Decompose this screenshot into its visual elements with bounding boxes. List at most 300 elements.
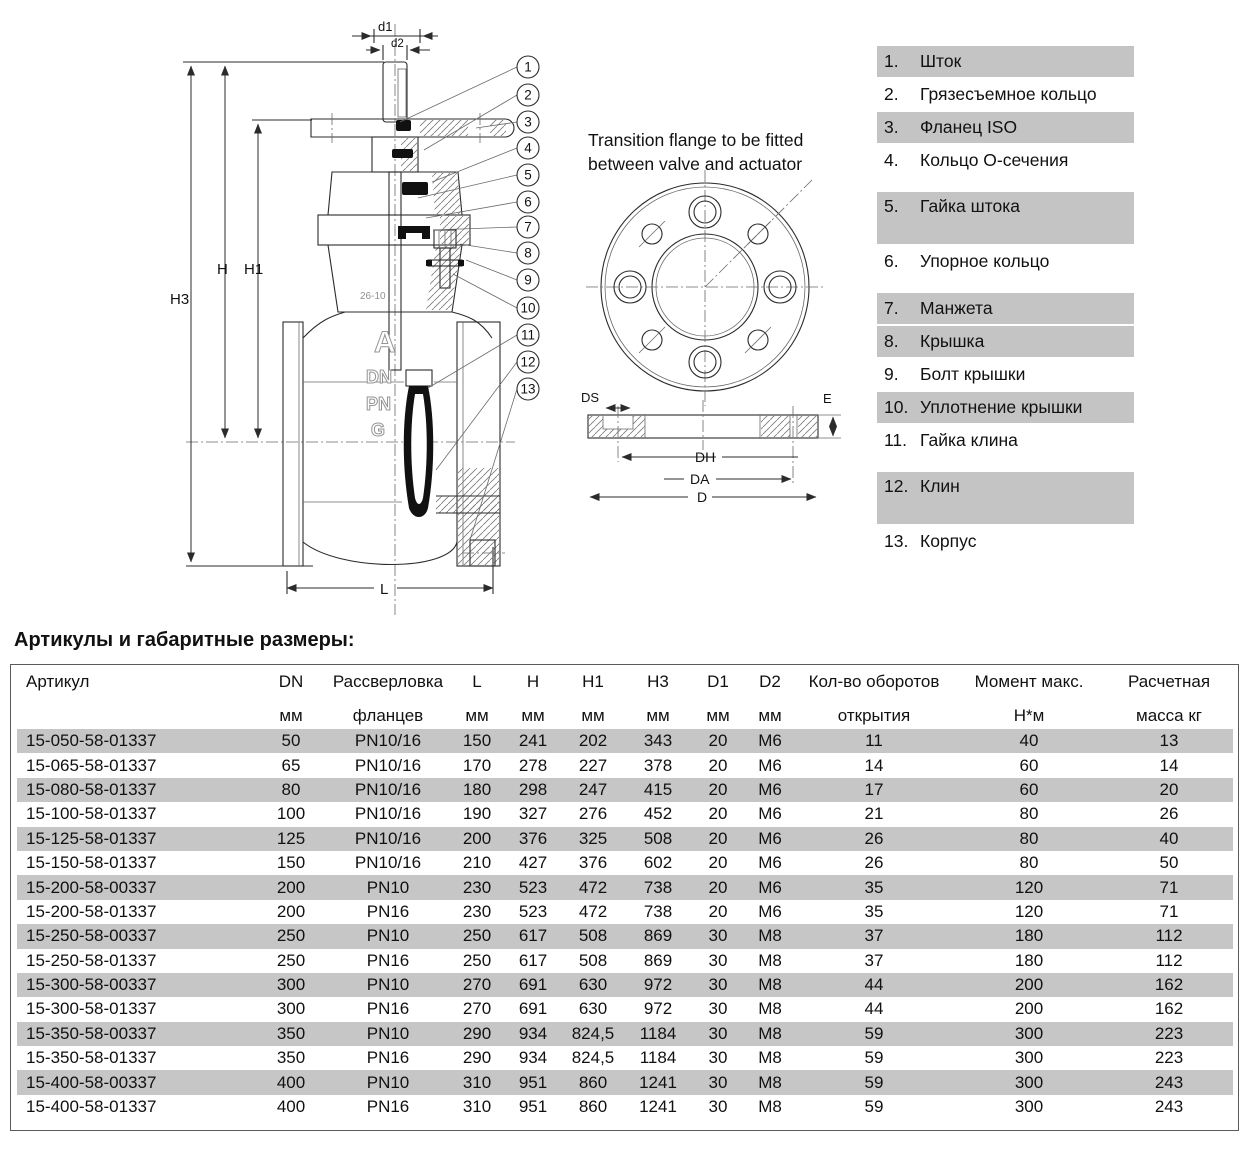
table-cell: 80 <box>281 779 301 799</box>
table-cell: 35 <box>864 901 884 921</box>
table-header-cell: Артикул <box>26 672 90 691</box>
table-cell: 972 <box>643 999 673 1019</box>
table-cell: 243 <box>1154 1072 1184 1092</box>
callout-leader-line <box>432 148 517 182</box>
table-cell: 30 <box>708 1023 728 1043</box>
parts-list-item <box>877 472 1134 524</box>
table-cell: 202 <box>578 731 608 751</box>
table-cell: 120 <box>1014 877 1044 897</box>
table-cell: 241 <box>518 731 548 751</box>
table-cell: 59 <box>864 1023 884 1043</box>
part-label: Клин <box>920 476 960 496</box>
parts-list-item <box>877 246 1134 277</box>
table-cell: 427 <box>518 853 548 873</box>
table-cell: PN10 <box>366 1072 410 1092</box>
table-cell: 630 <box>578 975 608 995</box>
table-cell: 180 <box>1014 950 1044 970</box>
table-cell: 227 <box>578 755 608 775</box>
cast-mark-pn: PN <box>366 394 392 414</box>
table-cell: 350 <box>276 1023 306 1043</box>
dim-label-d: D <box>697 489 708 505</box>
part-label: Болт крышки <box>920 364 1026 384</box>
table-cell: M6 <box>758 779 782 799</box>
table-row <box>17 778 1233 802</box>
table-cell: 20 <box>708 731 728 751</box>
part-label: Корпус <box>920 531 977 551</box>
table-cell: 310 <box>462 1072 492 1092</box>
table-cell: 71 <box>1159 877 1179 897</box>
table-cell: M8 <box>758 1072 782 1092</box>
callout-number: 6 <box>524 194 532 210</box>
table-cell: 50 <box>1159 853 1179 873</box>
table-cell: 276 <box>578 804 608 824</box>
part-number: 13 . <box>877 531 920 552</box>
table-cell: 223 <box>1154 1048 1184 1068</box>
table-cell: 71 <box>1159 901 1179 921</box>
table-cell: 1241 <box>639 1097 677 1117</box>
table-cell: 162 <box>1154 999 1184 1019</box>
table-cell: 15-400-58-00337 <box>26 1072 157 1092</box>
table-cell: 15-065-58-01337 <box>26 755 157 775</box>
table-cell: 200 <box>1014 999 1044 1019</box>
parts-list-item <box>877 79 1134 110</box>
table-cell: 243 <box>1154 1097 1184 1117</box>
part-label: Кольцо О-сечения <box>920 150 1069 170</box>
table-cell: 80 <box>1019 828 1039 848</box>
table-cell: 14 <box>864 755 884 775</box>
table-cell: 125 <box>276 828 306 848</box>
table-cell: 270 <box>462 975 492 995</box>
table-cell: 15-125-58-01337 <box>26 828 157 848</box>
table-cell: 860 <box>578 1072 608 1092</box>
table-cell: 60 <box>1019 755 1039 775</box>
table-cell: M6 <box>758 804 782 824</box>
part-number: 11 . <box>877 430 920 451</box>
flange-face-view <box>586 170 824 406</box>
dim-label-ds: DS <box>581 390 600 405</box>
part-number: 8 . <box>877 331 920 352</box>
table-cell: 20 <box>708 901 728 921</box>
table-cell: 15-250-58-00337 <box>26 926 157 946</box>
table-cell: 300 <box>276 999 306 1019</box>
table-cell: 325 <box>578 828 608 848</box>
table-row <box>17 802 1233 826</box>
table-cell: M6 <box>758 853 782 873</box>
table-cell: 59 <box>864 1097 884 1117</box>
table-cell: 300 <box>1014 1097 1044 1117</box>
table-row <box>17 729 1233 753</box>
dim-label-dh: DH <box>695 449 716 465</box>
table-header-cell: Расчетная масса кг <box>1127 672 1211 725</box>
table-cell: 20 <box>1159 779 1179 799</box>
callout-leader-line <box>460 244 517 253</box>
table-cell: 869 <box>643 950 673 970</box>
part-number: 6 . <box>877 251 920 272</box>
table-cell: 200 <box>462 828 492 848</box>
table-cell: 15-200-58-01337 <box>26 901 157 921</box>
table-cell: 250 <box>276 926 306 946</box>
table-cell: PN10/16 <box>354 804 422 824</box>
table-cell: 112 <box>1155 950 1183 970</box>
table-cell: 691 <box>518 975 548 995</box>
transition-flange-views <box>581 130 841 505</box>
table-cell: 223 <box>1154 1023 1184 1043</box>
table-cell: 30 <box>708 950 728 970</box>
table-cell: 40 <box>1159 828 1179 848</box>
table-cell: 37 <box>864 926 884 946</box>
table-cell: 30 <box>708 1072 728 1092</box>
table-cell: 15-350-58-01337 <box>26 1048 157 1068</box>
table-cell: 180 <box>1014 926 1044 946</box>
table-header-cell: Рассверловка фланцев <box>332 672 444 725</box>
table-cell: 100 <box>276 804 306 824</box>
part-number: 7 . <box>877 298 920 319</box>
table-cell: 247 <box>578 779 608 799</box>
table-cell: 1184 <box>639 1023 677 1043</box>
dim-label-da: DA <box>690 471 710 487</box>
table-cell: 860 <box>578 1097 608 1117</box>
table-cell: 15-400-58-01337 <box>26 1097 157 1117</box>
table-cell: PN10/16 <box>354 828 422 848</box>
iso-flange <box>311 119 514 137</box>
part-label: Гайка штока <box>920 196 1021 216</box>
table-cell: 452 <box>643 804 673 824</box>
part-number: 10 . <box>877 397 920 418</box>
table-cell: 738 <box>643 901 673 921</box>
table-cell: 617 <box>518 926 548 946</box>
table-cell: 290 <box>462 1048 492 1068</box>
dim-label-h1: H1 <box>244 261 264 278</box>
table-cell: 60 <box>1019 779 1039 799</box>
table-cell: 824,5 <box>571 1023 615 1043</box>
table-cell: 50 <box>281 731 301 751</box>
part-label: Шток <box>920 51 962 71</box>
table-cell: M6 <box>758 755 782 775</box>
table-cell: M6 <box>758 877 782 897</box>
table-cell: 378 <box>643 755 673 775</box>
callout-number: 4 <box>524 140 532 156</box>
table-row <box>17 1070 1233 1094</box>
table-cell: 30 <box>708 926 728 946</box>
table-cell: 170 <box>462 755 492 775</box>
flange-note-line1: Transition flange to be fitted <box>588 130 804 150</box>
table-row <box>17 997 1233 1021</box>
table-cell: 112 <box>1155 926 1183 946</box>
table-row <box>17 949 1233 973</box>
table-cell: 200 <box>276 901 306 921</box>
table-header-cell: Кол-во оборотов открытия <box>808 672 940 725</box>
table-cell: 30 <box>708 999 728 1019</box>
table-cell: 617 <box>518 950 548 970</box>
table-cell: 26 <box>864 853 884 873</box>
table-cell: 15-100-58-01337 <box>26 804 157 824</box>
table-cell: 200 <box>1014 975 1044 995</box>
table-cell: 869 <box>643 926 673 946</box>
callout-leader-line <box>400 67 517 122</box>
table-cell: 15-080-58-01337 <box>26 779 157 799</box>
table-row <box>17 875 1233 899</box>
table-cell: 300 <box>1014 1048 1044 1068</box>
table-cell: PN16 <box>366 1097 410 1117</box>
table-cell: M8 <box>758 975 782 995</box>
table-cell: 1241 <box>639 1072 677 1092</box>
table-cell: 15-300-58-01337 <box>26 999 157 1019</box>
table-cell: M8 <box>758 1048 782 1068</box>
part-number: 9 . <box>877 364 920 385</box>
table-row <box>17 753 1233 777</box>
table-cell: 278 <box>518 755 548 775</box>
table-cell: 17 <box>864 779 884 799</box>
table-cell: 37 <box>864 950 884 970</box>
table-cell: 59 <box>864 1072 884 1092</box>
callout-number: 3 <box>524 114 532 130</box>
table-cell: M8 <box>758 999 782 1019</box>
table-cell: PN16 <box>366 1048 410 1068</box>
table-cell: 15-200-58-00337 <box>26 877 157 897</box>
table-cell: 972 <box>643 975 673 995</box>
table-cell: 15-050-58-01337 <box>26 731 157 751</box>
table-cell: 602 <box>643 853 673 873</box>
table-cell: 376 <box>518 828 548 848</box>
dim-label-h3: H3 <box>170 291 190 308</box>
table-cell: 15-250-58-01337 <box>26 950 157 970</box>
table-cell: 300 <box>276 975 306 995</box>
table-cell: M8 <box>758 926 782 946</box>
table-cell: 400 <box>276 1072 306 1092</box>
table-header-cell: H1 мм <box>581 672 605 725</box>
table-cell: 15-350-58-00337 <box>26 1023 157 1043</box>
parts-list-item <box>877 392 1134 423</box>
table-header-cell: H3 мм <box>646 672 670 725</box>
dimension-lines-vertical <box>191 66 258 562</box>
dim-label-l: L <box>380 581 389 598</box>
dim-label-e: E <box>823 391 832 406</box>
table-cell: 523 <box>518 901 548 921</box>
table-cell: 1184 <box>639 1048 677 1068</box>
table-cell: 376 <box>578 853 608 873</box>
table-cell: 210 <box>462 853 492 873</box>
cast-mark-dn: DN <box>366 367 392 387</box>
callout-number: 9 <box>524 272 532 288</box>
table-cell: PN10 <box>366 877 410 897</box>
table-cell: PN10/16 <box>354 779 422 799</box>
dim-label-d2: d2 <box>391 38 404 50</box>
table-cell: PN10 <box>366 926 410 946</box>
table-cell: 44 <box>864 975 884 995</box>
table-row <box>17 1046 1233 1070</box>
table-cell: 15-150-58-01337 <box>26 853 157 873</box>
table-cell: 508 <box>643 828 673 848</box>
table-header-row <box>17 669 1233 729</box>
callout-leader-line <box>466 260 517 280</box>
table-cell: 30 <box>708 1097 728 1117</box>
table-cell: 343 <box>643 731 673 751</box>
table-cell: PN10/16 <box>354 853 422 873</box>
table-cell: 508 <box>578 926 608 946</box>
table-title: Артикулы и габаритные размеры: <box>14 629 355 651</box>
table-cell: 21 <box>864 804 884 824</box>
callout-number: 13 <box>520 381 536 397</box>
dimensions-table <box>17 669 1233 1119</box>
table-cell: M6 <box>758 901 782 921</box>
table-cell: 80 <box>1019 804 1039 824</box>
table-cell: 230 <box>462 901 492 921</box>
table-cell: 65 <box>281 755 301 775</box>
parts-list-item <box>877 359 1134 390</box>
table-row <box>17 1022 1233 1046</box>
parts-list-item <box>877 526 1134 557</box>
callout-number: 2 <box>524 87 532 103</box>
table-cell: 20 <box>708 828 728 848</box>
table-header-cell: H мм <box>521 672 545 725</box>
table-cell: 30 <box>708 975 728 995</box>
table-cell: 400 <box>276 1097 306 1117</box>
cast-mark-g: G <box>371 420 386 440</box>
part-number: 5 . <box>877 196 920 217</box>
table-cell: 26 <box>1159 804 1179 824</box>
dim-label-h: H <box>217 261 228 278</box>
table-cell: 20 <box>708 755 728 775</box>
table-cell: 300 <box>1014 1072 1044 1092</box>
table-cell: 951 <box>518 1072 548 1092</box>
table-cell: M6 <box>758 828 782 848</box>
table-header-cell: Момент макс. Н*м <box>974 672 1084 725</box>
table-cell: 80 <box>1019 853 1039 873</box>
table-cell: 270 <box>462 999 492 1019</box>
callout-leader-line <box>436 362 517 470</box>
table-cell: 472 <box>578 901 608 921</box>
table-cell: 230 <box>462 877 492 897</box>
table-header-cell: D2 мм <box>758 672 782 725</box>
table-cell: PN10 <box>366 1023 410 1043</box>
table-cell: PN16 <box>366 901 410 921</box>
callout-number: 8 <box>524 245 532 261</box>
table-cell: M8 <box>758 1023 782 1043</box>
table-row <box>17 973 1233 997</box>
table-cell: PN10/16 <box>354 731 422 751</box>
table-cell: 14 <box>1159 755 1179 775</box>
callout-number: 1 <box>524 59 532 75</box>
table-cell: 30 <box>708 1048 728 1068</box>
table-cell: 59 <box>864 1048 884 1068</box>
table-cell: 523 <box>518 877 548 897</box>
table-cell: 630 <box>578 999 608 1019</box>
table-cell: 738 <box>643 877 673 897</box>
part-number: 4 . <box>877 150 920 171</box>
table-cell: 951 <box>518 1097 548 1117</box>
parts-list <box>877 46 1134 559</box>
table-cell: 20 <box>708 779 728 799</box>
table-cell: PN10/16 <box>354 755 422 775</box>
parts-list-item <box>877 112 1134 143</box>
table-cell: M8 <box>758 1097 782 1117</box>
table-cell: 35 <box>864 877 884 897</box>
table-cell: 180 <box>462 779 492 799</box>
callout-number: 12 <box>520 354 536 370</box>
wedge <box>404 370 434 517</box>
part-label: Крышка <box>920 331 985 351</box>
part-label: Упорное кольцо <box>920 251 1050 271</box>
brand-logo: A <box>374 326 396 359</box>
table-cell: 13 <box>1159 731 1179 751</box>
part-label: Уплотнение крышки <box>920 397 1083 417</box>
table-cell: PN16 <box>366 950 410 970</box>
callout-leader-line <box>453 274 517 308</box>
table-cell: 508 <box>578 950 608 970</box>
parts-list-item <box>877 145 1134 176</box>
table-cell: 20 <box>708 853 728 873</box>
table-header-cell: DN мм <box>278 672 304 725</box>
table-cell: 15-300-58-00337 <box>26 975 157 995</box>
table-cell: M8 <box>758 950 782 970</box>
table-row <box>17 827 1233 851</box>
table-cell: 11 <box>865 731 883 751</box>
parts-list-item <box>877 192 1134 244</box>
part-label: Грязесъемное кольцо <box>920 84 1097 104</box>
table-cell: 26 <box>864 828 884 848</box>
table-cell: 20 <box>708 804 728 824</box>
part-label: Манжета <box>920 298 993 318</box>
table-cell: 415 <box>643 779 673 799</box>
table-cell: 472 <box>578 877 608 897</box>
table-cell: PN10 <box>366 975 410 995</box>
flange-note-line2: between valve and actuator <box>588 154 803 174</box>
dimensions-table-frame <box>10 664 1239 1131</box>
table-cell: 250 <box>462 950 492 970</box>
table-cell: 120 <box>1014 901 1044 921</box>
table-cell: 691 <box>518 999 548 1019</box>
callout-number: 10 <box>520 300 536 316</box>
table-header-cell: D1 мм <box>706 672 730 725</box>
table-row <box>17 1095 1233 1119</box>
table-cell: 934 <box>518 1048 548 1068</box>
callout-number: 5 <box>524 167 532 183</box>
flange-section-view <box>581 390 841 505</box>
part-number: 12 . <box>877 476 920 497</box>
table-cell: 350 <box>276 1048 306 1068</box>
part-number: 3 . <box>877 117 920 138</box>
table-cell: 200 <box>276 877 306 897</box>
table-header-cell: L мм <box>465 672 489 725</box>
table-cell: 310 <box>462 1097 492 1117</box>
table-cell: M6 <box>758 731 782 751</box>
table-cell: 290 <box>462 1023 492 1043</box>
table-cell: 150 <box>462 731 492 751</box>
part-number: 1 . <box>877 51 920 72</box>
table-cell: 162 <box>1154 975 1184 995</box>
table-row <box>17 924 1233 948</box>
table-cell: 934 <box>518 1023 548 1043</box>
table-cell: 298 <box>518 779 548 799</box>
table-cell: PN16 <box>366 999 410 1019</box>
table-cell: 20 <box>708 877 728 897</box>
callout-number: 11 <box>520 327 536 343</box>
table-cell: 190 <box>462 804 492 824</box>
table-row <box>17 900 1233 924</box>
part-label: Гайка клина <box>920 430 1018 450</box>
table-cell: 40 <box>1019 731 1039 751</box>
table-row <box>17 851 1233 875</box>
bonnet <box>318 172 470 312</box>
table-cell: 824,5 <box>571 1048 615 1068</box>
part-label: Фланец ISO <box>920 117 1018 137</box>
table-cell: 250 <box>276 950 306 970</box>
callout-number: 7 <box>524 219 532 235</box>
gate-valve-section <box>170 19 539 615</box>
table-cell: 150 <box>276 853 306 873</box>
parts-list-item <box>877 326 1134 357</box>
table-cell: 250 <box>462 926 492 946</box>
